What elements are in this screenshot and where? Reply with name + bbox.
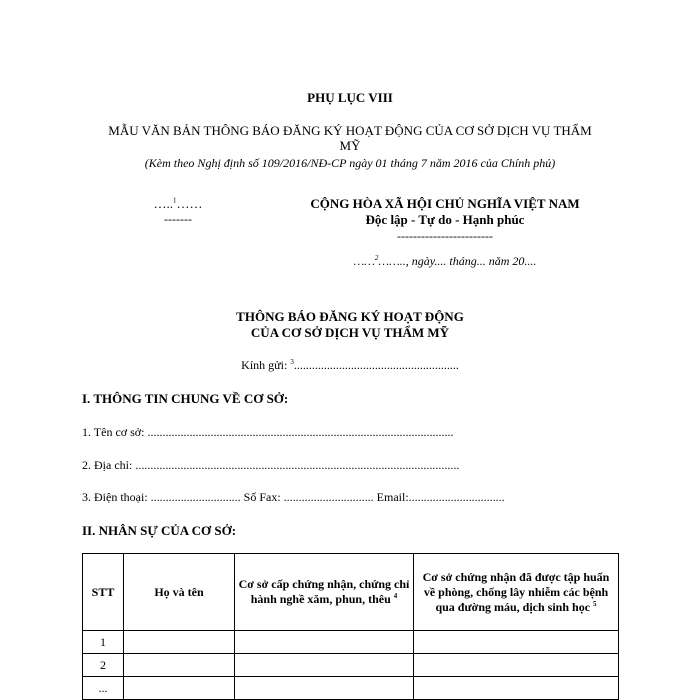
cell-cert [235, 677, 414, 700]
cell-name [124, 677, 235, 700]
contact-field: 3. Điện thoại: .............................. Số Fax: .............................. Email:................................ [82, 490, 505, 504]
header-name: Họ và tên [124, 554, 235, 631]
notice-title-line2: CỦA CƠ SỞ DỊCH VỤ THẨM MỸ [250, 325, 450, 340]
agency-name-placeholder: …..$^1$…… [153, 196, 203, 211]
address-field: 2. Địa chỉ: ............................................................................................................ [82, 458, 460, 472]
motto-rule: ------------------------ [397, 229, 493, 243]
header-cert-body: Cơ sở cấp chứng nhận, chứng chỉ hành nghề xăm, phun, thêu $^4$ [235, 554, 414, 631]
national-motto: Độc lập - Tự do - Hạnh phúc [365, 212, 525, 227]
cell-training [414, 654, 619, 677]
section2-heading: II. NHÂN SỰ CỦA CƠ SỞ: [82, 523, 237, 538]
cell-name [124, 654, 235, 677]
table-row [83, 631, 619, 654]
header-training-body: Cơ sở chứng nhận đã được tập huấn về phòng, chống lây nhiễm các bệnh qua đường máu, dịch sinh học $^5$ [414, 554, 619, 631]
form-title-line1: MẪU VĂN BẢN THÔNG BÁO ĐĂNG KÝ HOẠT ĐỘNG CỦA CƠ SỞ DỊCH VỤ THẨM [108, 123, 592, 138]
table-header-row [83, 554, 619, 631]
row-number: ... [83, 677, 124, 700]
table-row [83, 677, 619, 700]
cell-cert [235, 654, 414, 677]
country-name: CỘNG HÒA XÃ HỘI CHỦ NGHĨA VIỆT NAM [310, 196, 580, 211]
personnel-table [82, 553, 619, 700]
section1-heading: I. THÔNG TIN CHUNG VỀ CƠ SỞ: [82, 391, 289, 406]
cell-training [414, 677, 619, 700]
row-number: 1 [83, 631, 124, 654]
cell-name [124, 631, 235, 654]
row-number: 2 [83, 654, 124, 677]
recipient-line: Kính gửi: $^3$....................................................... [241, 358, 459, 372]
agency-underline: ------- [164, 212, 192, 226]
header-stt: STT [83, 554, 124, 631]
facility-name-field: 1. Tên cơ sở: ...................................................................................................... [82, 425, 454, 439]
date-line: ……$^2$…….., ngày.... tháng... năm 20.... [353, 254, 537, 268]
appendix-title: PHỤ LỤC VIII [307, 90, 393, 105]
cell-training [414, 631, 619, 654]
notice-title-line1: THÔNG BÁO ĐĂNG KÝ HOẠT ĐỘNG [236, 309, 464, 324]
decree-note: (Kèm theo Nghị định số 109/2016/NĐ-CP ngày 01 tháng 7 năm 2016 của Chính phủ) [144, 156, 556, 170]
cell-cert [235, 631, 414, 654]
table-row [83, 654, 619, 677]
form-title-line2: MỸ [339, 138, 361, 153]
